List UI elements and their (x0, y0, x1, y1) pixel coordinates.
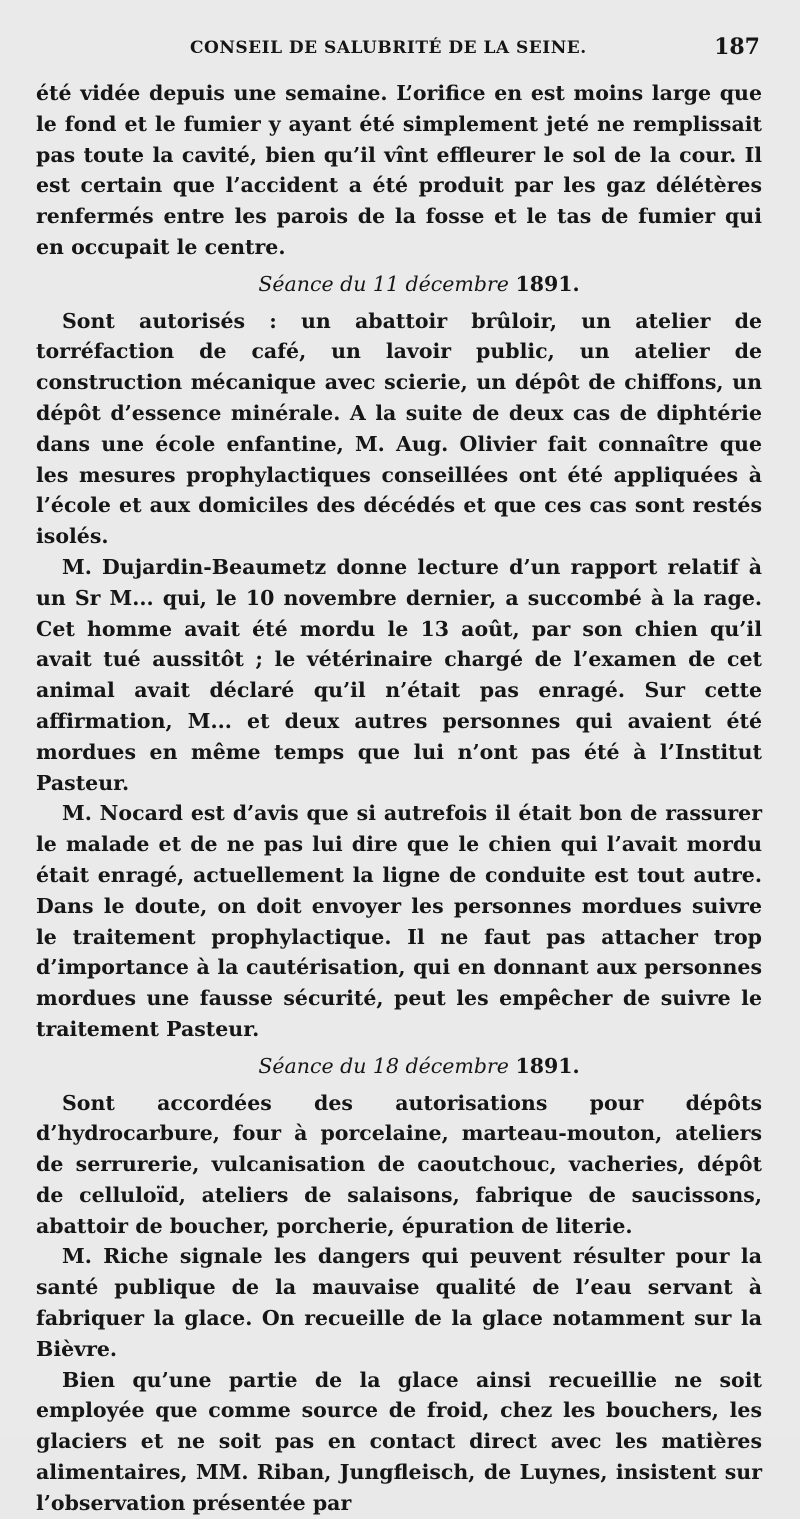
session-heading-dec-11 (36, 269, 762, 300)
session-year: 1891. (515, 271, 580, 296)
paragraph-glace: Bien qu’une partie de la glace ainsi recueillie ne soit employée que comme source de froid, chez les bouchers, les glaciers et ne soit pas en contact direct avec les matières alimentaires, MM. Riban, Jungfleisch, de Luynes, insistent sur l’observation présentée par (36, 1367, 762, 1515)
paragraph-accordees: Sont accordées des autorisations pour dépôts d’hydrocarbure, four à porcelaine, marteau-mouton, ateliers de serrurerie, vulcanisation de caoutchouc, vacheries, dépôt de celluloïd, ateliers de salaisons, fabrique de saucissons, abattoir de boucher, porcherie, épuration de literie. (36, 1090, 762, 1238)
paragraph-riche: M. Riche signale les dangers qui peuvent résulter pour la santé publique de la mauvaise qualité de l’eau servant à fabriquer la glace. On recueille de la glace notamment sur la Bièvre. (36, 1244, 762, 1361)
page-number: 187 (714, 34, 760, 60)
session-label: Séance du 11 décembre (258, 271, 509, 296)
session-label: Séance du 18 décembre (258, 1053, 509, 1078)
session-year: 1891. (515, 1053, 580, 1078)
running-head: CONSEIL DE SALUBRITÉ DE LA SEINE. (190, 38, 587, 58)
paragraph-authorisations: Sont autorisés : un abattoir brûloir, un atelier de torréfaction de café, un lavoir public, un atelier de construction mécanique avec scierie, un dépôt de chiffons, un dépôt d’essence minérale. A la suite de deux cas de diphtérie dans une école enfantine, M. Aug. Olivier fait connaître que les mesures prophylactiques conseillées ont été appliquées à l’école et aux domiciles des décédés et que ces cas sont restés isolés. (36, 308, 762, 549)
paragraph-continued: été vidée depuis une semaine. L’orifice en est moins large que le fond et le fumier y ayant été simplement jeté ne remplissait pas toute la cavité, bien qu’il vînt effleurer le sol de la cour. Il est certain que l’accident a été produit par les gaz délétères renfermés entre les parois de la fosse et le tas de fumier qui en occupait le centre. (36, 81, 762, 259)
paragraph-dujardin-beaumetz: M. Dujardin-Beaumetz donne lecture d’un rapport relatif à un Sr M... qui, le 10 novembre dernier, a succombé à la rage. Cet homme avait été mordu le 13 août, par son chien qu’il avait tué aussitôt ; le vétérinaire chargé de l’examen de cet animal avait déclaré qu’il n’était pas enragé. Sur cette affirmation, M... et deux autres personnes qui avaient été mordues en même temps que lui n’ont pas été à l’Institut Pasteur. (36, 554, 762, 795)
page-header (190, 34, 760, 62)
paragraph-nocard: M. Nocard est d’avis que si autrefois il était bon de rassurer le malade et de ne pas lui dire que le chien qui l’avait mordu était enragé, actuellement la ligne de conduite est tout autre. Dans le doute, on doit envoyer les personnes mordues suivre le traitement prophylactique. Il ne faut pas attacher trop d’importance à la cautérisation, qui en donnant aux personnes mordues une fausse sécurité, peut les empêcher de suivre le traitement Pasteur. (36, 801, 762, 1041)
page-body (36, 78, 762, 1519)
session-heading-dec-18 (36, 1051, 762, 1082)
